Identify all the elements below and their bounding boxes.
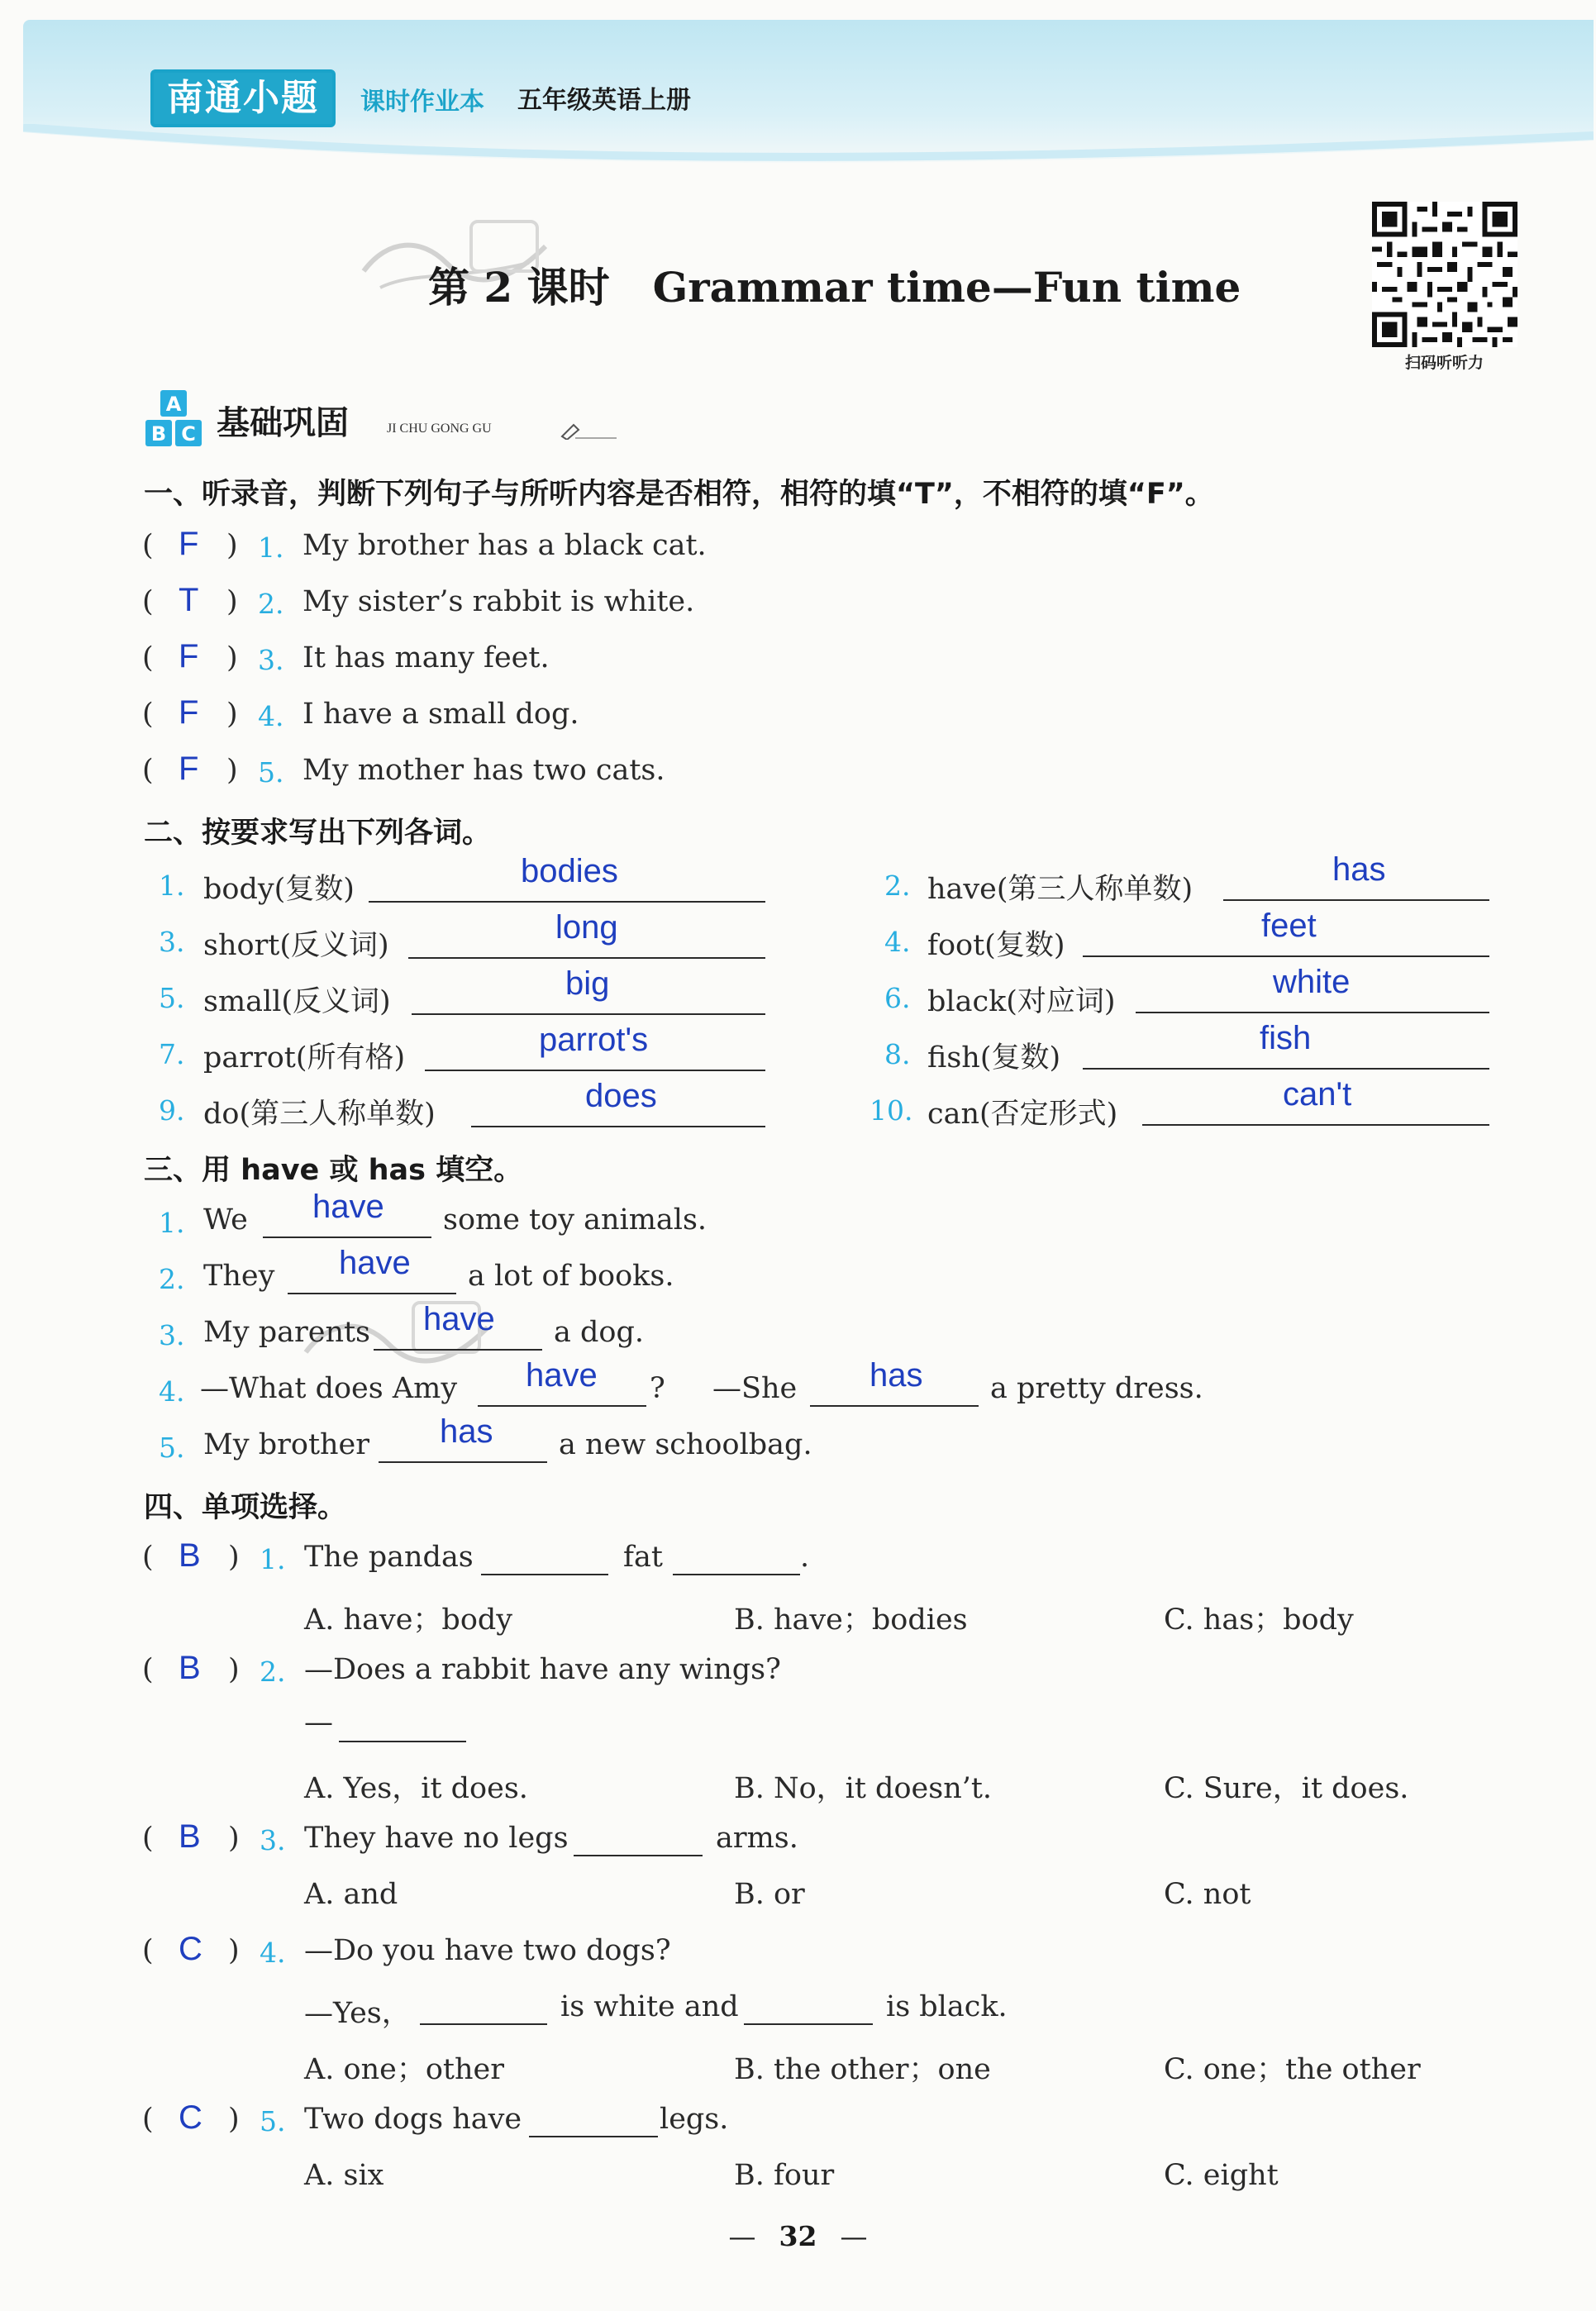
answer-value: parrot's [539, 1022, 649, 1058]
question-text: arms. [716, 1822, 798, 1855]
item-prompt: can(否定形式) [927, 1098, 1118, 1131]
answer-value: white [1273, 964, 1351, 1000]
item-number: 3. [260, 1824, 286, 1856]
question-text: is black. [886, 1990, 1008, 2023]
option-a: A. have；body [304, 1603, 513, 1637]
item-number: 2. [884, 870, 911, 902]
answer-value: have [423, 1301, 495, 1337]
answer-line [374, 1349, 542, 1351]
answer-bracket-close: ) [228, 1653, 240, 1686]
answer-value: big [565, 965, 610, 1002]
item-text: My mother has two cats. [303, 754, 665, 787]
answer-line [420, 2023, 547, 2025]
part1-heading: 一、听录音，判断下列句子与所听内容是否相符，相符的填“T”，不相符的填“F”。 [144, 478, 1214, 511]
item-prompt: do(第三人称单数) [203, 1098, 436, 1131]
answer-value: B [179, 1818, 201, 1855]
item-text-after: some toy animals. [443, 1203, 707, 1237]
lesson-title [428, 255, 1241, 314]
answer-line [263, 1237, 431, 1238]
answer-bracket-open: ( [142, 1541, 154, 1574]
answer-bracket-open: ( [142, 641, 154, 674]
section-pinyin: JI CHU GONG GU [387, 422, 492, 436]
item-text-after: ? [650, 1372, 665, 1405]
answer-value: F [179, 526, 199, 562]
question-text: — [304, 1706, 333, 1739]
brand-subtitle: 课时作业本 [360, 88, 484, 117]
item-number: 8. [884, 1038, 911, 1070]
item-text-before: They [203, 1260, 275, 1293]
item-text: It has many feet. [303, 641, 550, 674]
answer-value: have [339, 1245, 411, 1281]
answer-bracket-close: ) [226, 585, 238, 618]
answer-line [288, 1293, 456, 1294]
answer-bracket-close: ) [228, 1541, 240, 1574]
answer-bracket-close: ) [226, 698, 238, 731]
option-b: B. the other；one [734, 2053, 991, 2086]
header-wave-decoration [23, 124, 1594, 190]
answer-value: F [179, 694, 199, 731]
svg-text:A: A [165, 393, 182, 416]
question-text: fat [623, 1541, 663, 1574]
answer-bracket-close: ) [226, 641, 238, 674]
item-text-before: —What does Amy [200, 1372, 458, 1405]
question-text: —Yes， [304, 1997, 411, 2030]
item-text-before: My brother [203, 1428, 369, 1461]
question-text: is white and [560, 1990, 739, 2023]
question-text: They have no legs [304, 1822, 569, 1855]
answer-value: can't [1283, 1076, 1352, 1113]
page-number-value: 32 [779, 2220, 817, 2252]
answer-value: feet [1261, 908, 1317, 944]
answer-line [481, 1574, 608, 1575]
option-b: B. or [734, 1878, 805, 1911]
answer-value: B [179, 1650, 201, 1686]
part2-heading: 二、按要求写出下列各词。 [144, 817, 492, 850]
svg-text:C: C [181, 422, 196, 446]
option-b: B. have；bodies [734, 1603, 968, 1637]
item-prompt: short(反义词) [203, 929, 389, 962]
item-number: 1. [260, 1543, 286, 1575]
page-dash-right: — [840, 2220, 868, 2252]
answer-bracket-close: ) [228, 2103, 240, 2136]
qr-code-icon[interactable] [1372, 202, 1517, 347]
answer-line [1083, 955, 1489, 957]
answer-line [1083, 1068, 1489, 1070]
answer-value: C [179, 2099, 202, 2136]
answer-value: long [555, 909, 618, 946]
answer-value: have [312, 1189, 384, 1225]
answer-bracket-open: ( [142, 585, 154, 618]
item-prompt: foot(复数) [927, 929, 1065, 962]
item-number: 1. [159, 1207, 185, 1239]
option-a: A. Yes，it does. [304, 1772, 528, 1805]
answer-value: bodies [521, 853, 618, 889]
question-text: Two dogs have [304, 2103, 522, 2136]
part4-heading: 四、单项选择。 [144, 1491, 347, 1524]
item-number: 2. [159, 1263, 185, 1295]
answer-bracket-open: ( [142, 2103, 154, 2136]
question-text: —Does a rabbit have any wings? [304, 1653, 781, 1686]
answer-value: have [526, 1357, 598, 1394]
answer-bracket-open: ( [142, 1653, 154, 1686]
item-number: 1. [159, 870, 185, 902]
option-b: B. four [734, 2159, 835, 2192]
question-text: —Do you have two dogs? [304, 1934, 671, 1967]
answer-value: B [179, 1537, 201, 1574]
item-number: 3. [258, 644, 284, 676]
item-number: 10. [869, 1094, 913, 1127]
answer-line [1136, 1012, 1489, 1013]
item-number: 4. [258, 700, 284, 732]
item-text-before: We [203, 1203, 248, 1237]
item-number: 2. [260, 1656, 286, 1688]
item-text-after: a lot of books. [468, 1260, 674, 1293]
answer-value: has [1332, 851, 1386, 888]
page-dash-left: — [728, 2220, 756, 2252]
answer-line [478, 1405, 646, 1407]
answer-value: C [179, 1931, 202, 1967]
item-number: 7. [159, 1038, 185, 1070]
page-number [0, 2220, 1596, 2252]
answer-line [412, 1013, 765, 1015]
item-number: 4. [884, 926, 911, 958]
answer-value: does [585, 1078, 657, 1114]
option-c: C. Sure，it does. [1164, 1772, 1409, 1805]
answer-value: T [179, 582, 199, 618]
part3-heading: 三、用 have 或 has 填空。 [144, 1154, 523, 1187]
answer-value: F [179, 638, 199, 674]
answer-bracket-close: ) [228, 1934, 240, 1967]
answer-line [379, 1461, 547, 1463]
answer-bracket-close: ) [226, 529, 238, 562]
option-b: B. No，it doesn’t. [734, 1772, 993, 1805]
option-c: C. eight [1164, 2159, 1279, 2192]
question-text: . [800, 1541, 810, 1574]
answer-value: fish [1260, 1020, 1312, 1056]
answer-line [1142, 1124, 1489, 1126]
answer-bracket-open: ( [142, 529, 154, 562]
answer-line [1223, 899, 1489, 901]
item-number: 1. [258, 531, 284, 564]
option-c: C. not [1164, 1878, 1251, 1911]
answer-bracket-open: ( [142, 1934, 154, 1967]
answer-value: has [440, 1413, 493, 1450]
answer-line [744, 2023, 873, 2025]
answer-line [339, 1741, 466, 1742]
answer-bracket-open: ( [142, 698, 154, 731]
item-prompt: body(复数) [203, 873, 355, 906]
item-number: 5. [159, 1432, 185, 1464]
question-text: The pandas [304, 1541, 474, 1574]
item-number: 5. [159, 982, 185, 1014]
item-text: I have a small dog. [303, 698, 579, 731]
brand-logo: 南通小题 [150, 69, 336, 127]
item-number: 5. [260, 2105, 286, 2137]
question-text: legs. [660, 2103, 729, 2136]
answer-bracket-open: ( [142, 1822, 154, 1855]
item-number: 4. [260, 1937, 286, 1969]
answer-bracket-open: ( [142, 754, 154, 787]
option-a: A. one；other [304, 2053, 504, 2086]
item-number: 3. [159, 1319, 185, 1351]
item-number: 2. [258, 588, 284, 620]
answer-value: F [179, 750, 199, 787]
item-text-after: a new schoolbag. [559, 1428, 812, 1461]
answer-line [574, 1855, 703, 1856]
item-number: 4. [159, 1375, 185, 1408]
section-title: 基础巩固 [217, 404, 349, 442]
item-text-after-2: a pretty dress. [990, 1372, 1203, 1405]
item-text-before: My parents [203, 1316, 371, 1349]
answer-bracket-close: ) [226, 754, 238, 787]
lesson-topic: Grammar time—Fun time [652, 263, 1241, 312]
answer-line [529, 2136, 658, 2137]
answer-line [471, 1126, 765, 1127]
answer-bracket-close: ) [228, 1822, 240, 1855]
option-c: C. one；the other [1164, 2053, 1421, 2086]
grade-label: 五年级英语上册 [517, 86, 691, 115]
item-number: 9. [159, 1094, 185, 1127]
answer-line [369, 901, 765, 903]
answer-line [408, 957, 765, 959]
answer-line [810, 1405, 979, 1407]
item-number: 5. [258, 756, 284, 789]
answer-line [425, 1070, 765, 1071]
item-prompt: parrot(所有格) [203, 1041, 406, 1074]
item-prompt: black(对应词) [927, 985, 1116, 1018]
item-text-before-2: —She [712, 1372, 798, 1405]
item-prompt: fish(复数) [927, 1041, 1061, 1074]
item-number: 6. [884, 982, 911, 1014]
lesson-number: 第 2 课时 [428, 263, 610, 312]
qr-label: 扫码听听力 [1405, 354, 1484, 372]
option-a: A. six [304, 2159, 384, 2192]
option-c: C. has；body [1164, 1603, 1354, 1637]
option-a: A. and [304, 1878, 398, 1911]
abc-blocks-icon [145, 390, 205, 448]
item-text: My sister’s rabbit is white. [303, 585, 695, 618]
item-text: My brother has a black cat. [303, 529, 707, 562]
item-prompt: have(第三人称单数) [927, 873, 1193, 906]
item-text-after: a dog. [554, 1316, 644, 1349]
svg-text:B: B [150, 422, 167, 446]
answer-line [673, 1574, 800, 1575]
answer-value-2: has [869, 1357, 923, 1394]
item-prompt: small(反义词) [203, 985, 391, 1018]
pencil-icon [559, 420, 617, 440]
item-number: 3. [159, 926, 185, 958]
